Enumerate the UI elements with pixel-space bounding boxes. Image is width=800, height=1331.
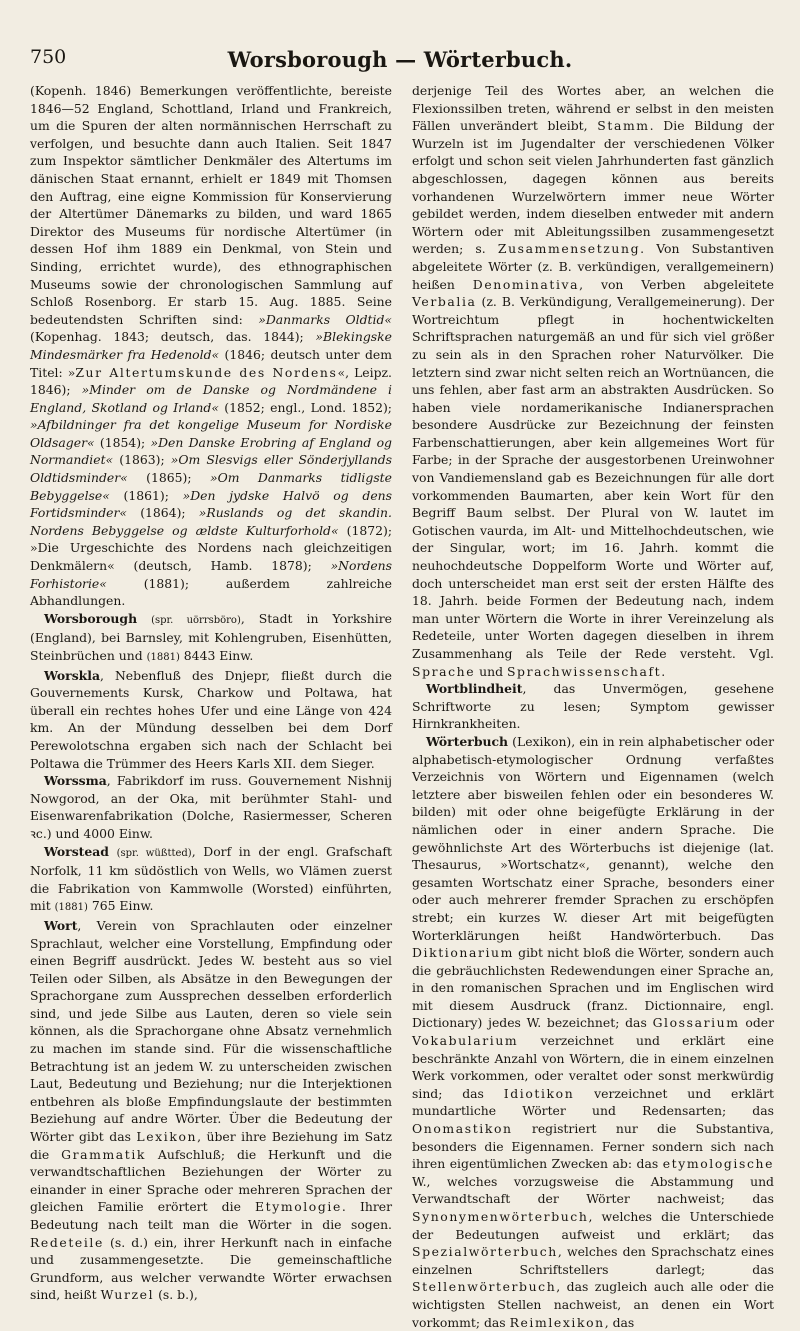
text-columns [30, 82, 774, 1331]
census-year: (1881) [54, 902, 88, 914]
entry-wort: Wort, Verein von Sprachlauten oder einzelner Sprachlaut, welcher eine Vorstellung, Empfindung oder einen Begriff ausdrückt. Jedes W. besteht aus so viel Teilen oder Silben, als Absätze in den Bewegungen der Sprachorgane zum Aussprechen desselben erforderlich sind, und jede Silbe aus Lauten, deren so viele sein können, als die Sprachorgane ohne Absatz vernehmlich zu machen im stande sind. Für die wissenschaftliche Betrachtung ist an jedem W. zu unterscheiden zwischen Laut, Bedeutung und Beziehung; nur die Interjektionen entbehren als bloße Empfindungslaute der bestimmten Beziehung auf andre Wörter. Über die Bedeutung der Wörter gibt das Lexikon, über ihre Beziehung im Satz die Grammatik Aufschluß; die Herkunft und die verwandtschaftlichen Beziehungen der Wörter zu einander in einer Sprache oder mehreren Sprachen der gleichen Familie erörtert die Etymologie. Ihrer Bedeutung nach teilt man die Wörter in die sogen. Redeteile (s. d.) ein, ihrer Herkunft nach in einfache und zusammengesetzte. Die gemeinschaftliche Grundform, aus welcher verwandte Wörter erwachsen sind, heißt Wurzel (s. b.), [30, 917, 392, 1303]
headword: Worssma [44, 773, 107, 789]
cross-reference: Verbalia [412, 294, 477, 310]
book-title: »Blekingske Mindesmärker fra Hedenold« [30, 329, 392, 362]
entry-worssma: Worssma, Fabrikdorf im russ. Gouvernement Nishnij Nowgorod, an der Oka, mit berühmter Stahl- und Eisenwarenfabrikation (Dolche, Rasiermesser, Scheren ꝛc.) und 4000 Einw. [30, 773, 392, 841]
entry-worsborough: Worsborough (spr. uörrsböro), Stadt in Yorkshire (England), bei Barnsley, mit Kohlengruben, Eisenhütten, Steinbrüchen und (1881) 8443 Einw. [30, 610, 392, 663]
book-title: »Den Danske Erobring af England og Normandiet« [30, 434, 392, 468]
pronunciation: (spr. uörrsböro) [151, 614, 241, 626]
headword: Worsborough [44, 610, 138, 626]
entry-continuation: derjenige Teil des Wortes aber, an welchen die Flexionssilben treten, während er selbst in den meisten Fällen unverändert bleibt, Stamm. Die Bildung der Wurzeln ist im Jugendalter der verschiedenen Völker erfolgt und schon seit vielen Jahrhunderten fast gänzlich abgeschlossen, dagegen können aus bereits vorhandenen Wurzelwörtern immer neue Wörter gebildet werden, indem dieselben entweder mit andern Wörtern oder mit Ableitungssilben zusammengesetzt werden; s. Zusammensetzung. Von Substantiven abgeleitete Wörter (z. B. verkündigen, verallgemeinern) heißen Denominativa, von Verben abgeleitete Verbalia (z. B. Verkündigung, Verallgemeinerung). Der Wortreichtum pflegt in hochentwickelten Schriftsprachen naturgemäß an und für sich viel größer zu sein als in den Sprachen roher Naturvölker. Die letztern sind zwar nicht selten reich an Wortnüancen, die uns fehlen, aber fast arm an abstrakten Ausdrücken. So haben viele nordamerikanische Indianersprachen besondere Ausdrücke zur Bezeichnung der feinsten Farbenschattierungen, aber kein allgemeines Wort für Farbe; in der Sprache der ausgestorbenen Ureinwohner von Vandiemensland gab es Bezeichnungen für alle dort vorkommenden Baumarten, aber kein Wort für den Begriff Baum selbst. Der Plural von W. lautet im Gotischen vaurda, im Alt- und Mittelhochdeutschen, wie der Singular, wort; im 16. Jahrh. kommt die neuhochdeutsche Doppelform Worte und Wörter auf, doch unterscheidet man erst seit der ersten Hälfte des 18. Jahrh. beide Formen der Bedeutung nach, indem man unter Wörtern die Worte in ihrer Vereinzelung als Redeteile, unter Worten dagegen dieselben in ihrem Zusammenhang als Teile der Rede versteht. Vgl. Sprache und Sprachwissenschaft. [412, 83, 774, 679]
cross-reference: Etymologie [255, 1199, 342, 1215]
book-title: »Danmarks Oldtid« [258, 311, 392, 327]
cross-reference: Spezialwörterbuch [412, 1244, 558, 1260]
cross-reference: Diktionarium [412, 945, 514, 961]
cross-reference: Sprachwissenschaft [506, 663, 662, 679]
book-title: »Minder om de Danske og Nordmändene i England, Skotland og Irland« [30, 382, 392, 415]
cross-reference: Wurzel [100, 1287, 155, 1303]
page-header [30, 26, 770, 72]
headword: Wortblindheit [426, 681, 523, 697]
cross-reference: Synonymenwörterbuch [412, 1209, 589, 1224]
entry-wortblindheit: Wortblindheit, das Unvermögen, gesehene Schriftworte zu lesen; Symptom gewisser Hirnkrankheiten. [412, 681, 774, 732]
entry-worskla: Worskla, Nebenfluß des Dnjepr, fließt durch die Gouvernements Kursk, Charkow und Poltawa, hat überall ein rechtes hohes Ufer und eine Länge von 424 km. An der Mündung desselben bei dem Dorf Perewolotschna ergaben sich nach der Schlacht bei Poltawa die Trümmer des Heers Karls XII. dem Sieger. [30, 667, 392, 771]
cross-reference: Vokabularium [412, 1033, 519, 1049]
page-number: 750 [30, 46, 67, 68]
book-title: »Om Slesvigs eller Sönderjyllands Oldtidsminder« [30, 452, 392, 486]
cross-reference: Lexikon [136, 1129, 198, 1145]
book-title: Zur Altertumskunde des Nordens [75, 364, 338, 380]
cross-reference: Idiotikon [503, 1085, 575, 1101]
cross-reference: Onomastikon [412, 1121, 513, 1137]
cross-reference: Sprache [412, 663, 476, 679]
entry-continuation: (Kopenh. 1846) Bemerkungen veröffentlichte, bereiste 1846—52 England, Schottland, Irland und Frankreich, um die Spuren der alten normännischen Herrschaft zu verfolgen, und besuchte dann auch Italien. Seit 1847 zum Inspektor sämtlicher Denkmäler des Altertums im dänischen Staat ernannt, erhielt er 1849 mit Thomsen den Auftrag, eine eigne Kommission für Konservierung der Altertümer Dänemarks zu bilden, und ward 1865 Direktor des Museums für nordische Altertümer (in dessen Hof ihm 1889 ein Denkmal, von Stein und Sinding, errichtet wurde), des ethnographischen Museums sowie der chronologischen Sammlung auf Schloß Rosenborg. Er starb 15. Aug. 1885. Seine bedeutendsten Schriften sind: »Danmarks Oldtid« (Kopenhag. 1843; deutsch, das. 1844); »Blekingske Mindesmärker fra Hedenold« (1846; deutsch unter dem Titel: »Zur Altertumskunde des Nordens«, Leipz. 1846); »Minder om de Danske og Nordmändene i England, Skotland og Irland« (1852; engl., Lond. 1852); »Afbildninger fra det kongelige Museum for Nordiske Oldsager« (1854); »Den Danske Erobring af England og Normandiet« (1863); »Om Slesvigs eller Sönderjyllands Oldtidsminder« (1865); »Om Danmarks tidligste Bebyggelse« (1861); »Den jydske Halvö og dens Fortidsminder« (1864); »Ruslands og det skandin. Nordens Bebyggelse og ældste Kulturforhold« (1872); »Die Urgeschichte des Nordens nach gleichzeitigen Denkmälern« (deutsch, Hamb. 1878); »Nordens Forhistorie« (1881); außerdem zahlreiche Abhandlungen. [30, 83, 392, 609]
entry-worstead: Worstead (spr. wüßtted), Dorf in der engl. Grafschaft Norfolk, 11 km südöstlich von Wells, wo Vlämen zuerst die Fabrikation von Kammwolle (Worsted) einführten, mit (1881) 765 Einw. [30, 843, 392, 914]
entry-woerterbuch: Wörterbuch (Lexikon), ein in rein alphabetischer oder alphabetisch-etymologischer Ordnung verfaßtes Verzeichnis von Wörtern und Eigennamen (welch letztere aber bisweilen fehlen oder ein besonderes W. bilden) mit oder ohne beigefügte Erklärung in der nämlichen oder in einer andern Sprache. Die gewöhnlichste Art des Wörterbuchs ist diejenige (lat. Thesaurus, »Wortschatz«, genannt), welche den gesamten Wortschatz einer Sprache, besonders einer oder auch mehrerer fremder Sprachen zu erschöpfen strebt; ein kurzes W. dieser Art mit beigefügten Worterklärungen heißt Handwörterbuch. Das Diktionarium gibt nicht bloß die Wörter, sondern auch die gebräuchlichsten Redewendungen einer Sprache an, in den romanischen Sprachen und im Englischen wird mit diesem Ausdruck (franz. Dictionnaire, engl. Dictionary) jedes W. bezeichnet; das Glossarium oder Vokabularium verzeichnet und erklärt eine beschränkte Anzahl von Wörtern, die in einem einzelnen Werk vorkommen, oder veraltet oder sonst merkwürdig sind; das Idiotikon verzeichnet und erklärt mundartliche Wörter und Redensarten; das Onomastikon registriert nur die Substantiva, besonders die Eigennamen. Ferner sondern sich nach ihren eigentümlichen Zwecken ab: das etymologische W., welches vorzugsweise die Abstammung und Verwandtschaft der Wörter nachweist; das Synonymenwörterbuch, welches die Unterschiede der Bedeutungen aufweist und erklärt; das Spezialwörterbuch, welches den Sprachschatz eines einzelnen Schriftstellers darlegt; das Stellenwörterbuch, das zugleich auch alle oder die wichtigsten Stellen nachweist, an denen ein Wort vorkommt; das Reimlexikon, das [412, 733, 775, 1330]
headword: Wörterbuch [426, 733, 509, 749]
book-title: »Ruslands og det skandin. Nordens Bebyggelse og ældste Kulturforhold« [30, 505, 392, 538]
running-head: Worsborough — Wörterbuch. [227, 47, 573, 72]
book-title: »Afbildninger fra det kongelige Museum for Nordiske Oldsager« [30, 417, 392, 450]
cross-reference: Redeteile [30, 1234, 104, 1250]
cross-reference: Denominativa [472, 276, 580, 292]
headword: Worstead [44, 843, 109, 859]
pronunciation: (spr. wüßtted) [116, 847, 192, 859]
cross-reference: Glossarium [652, 1015, 740, 1031]
census-year: (1881) [146, 652, 180, 663]
headword: Wort [44, 917, 78, 933]
cross-reference: Stamm [597, 118, 650, 134]
cross-reference: Zusammensetzung [497, 241, 641, 257]
headword: Worskla [44, 667, 100, 683]
right-column [412, 82, 774, 1331]
cross-reference: etymologische [662, 1156, 774, 1172]
cross-reference: Stellenwörterbuch [412, 1279, 557, 1295]
cross-reference: Grammatik [61, 1146, 147, 1162]
book-title: »Om Danmarks tidligste Bebyggelse« [30, 470, 392, 503]
book-title: »Den jydske Halvö og dens Fortidsminder« [30, 487, 392, 521]
book-title: »Nordens Forhistorie« [30, 558, 392, 591]
left-column [30, 82, 392, 1331]
cross-reference: Reimlexikon [509, 1314, 605, 1330]
